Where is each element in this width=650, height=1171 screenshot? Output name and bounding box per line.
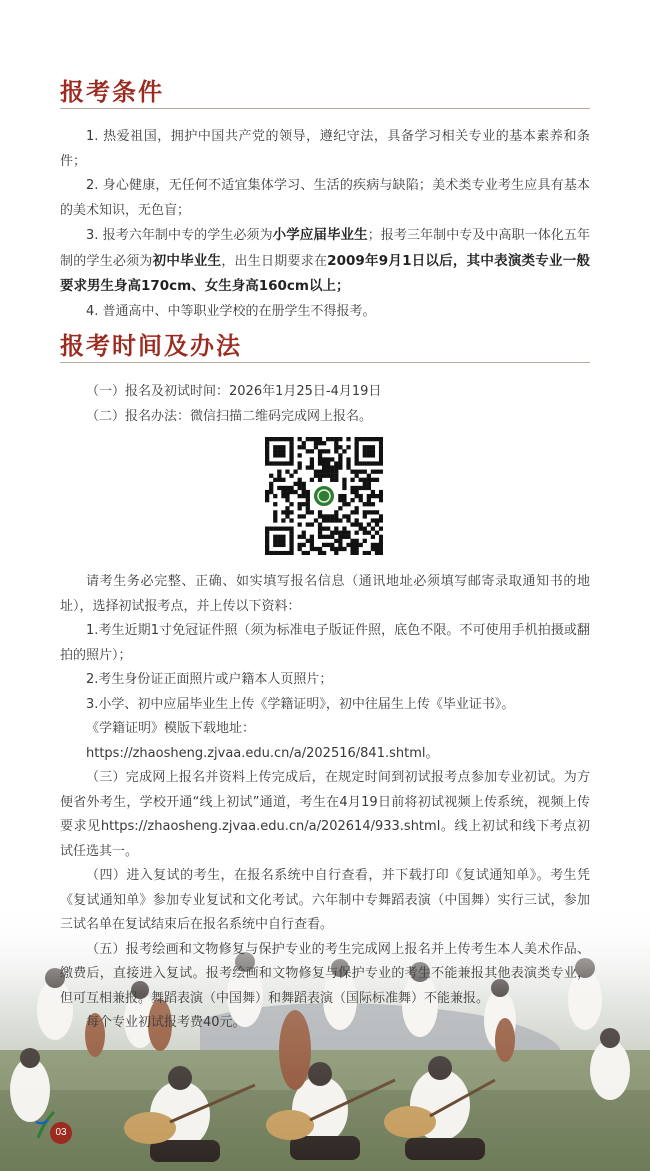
registration-method-line: （二）报名办法：微信扫描二维码完成网上报名。 xyxy=(86,408,373,424)
step-3-paragraph: （三）完成网上报名并资料上传完成后，在规定时间到初试报考点参加专业初试。为方便省外考生，学校开通“线上初试”通道，考生在4月19日前将初试视频上传系统，视频上传要求见https://zhaosheng.zjvaa.edu.cn/a/202614/933.shtml。线上初试和线下考点初试任选其一。 xyxy=(60,770,590,859)
registration-details xyxy=(60,570,590,1036)
requirement-item-3: 3. 报考六年制中专的学生必须为小学应届毕业生；报考三年制中专及中高职一体化五年制的学生必须为初中毕业生，出生日期要求在2009年9月1日以后，其中表演类专业一般要求男生身高170cm、女生身高160cm以上； xyxy=(60,227,590,294)
qr-code[interactable] xyxy=(265,437,383,555)
intro-paragraph: 请考生务必完整、正确、如实填写报名信息（通讯地址必须填写邮寄录取通知书的地址），选择初试报考点，并上传以下资料： xyxy=(60,574,590,614)
section-title-requirements: 报考条件 xyxy=(60,77,164,106)
registration-time xyxy=(60,380,590,429)
material-item: 2.考生身份证正面照片或户籍本人页照片； xyxy=(86,672,333,687)
divider xyxy=(60,362,590,363)
template-label: 《学籍证明》模版下载地址： xyxy=(86,721,256,736)
requirement-item: 1. 热爱祖国，拥护中国共产党的领导，遵纪守法，具备学习相关专业的基本素养和条件； xyxy=(60,129,590,169)
template-url-link[interactable]: https://zhaosheng.zjvaa.edu.cn/a/202516/841.shtml。 xyxy=(86,745,439,761)
fee-line: 每个专业初试报考费40元。 xyxy=(86,1015,246,1030)
qr-center-logo-icon xyxy=(313,485,335,507)
requirements-list xyxy=(60,125,590,324)
material-item: 1.考生近期1寸免冠证件照（须为标准电子版证件照，底色不限。不可使用手机拍摄或翻拍的照片）； xyxy=(60,623,590,663)
requirement-item: 4. 普通高中、中等职业学校的在册学生不得报考。 xyxy=(86,303,376,319)
section-title-methods: 报考时间及办法 xyxy=(60,331,242,360)
divider xyxy=(60,108,590,109)
step-5-paragraph: （五）报考绘画和文物修复与保护专业的考生完成网上报名并上传考生本人美术作品、缴费后，直接进入复试。报考绘画和文物修复与保护专业的考生不能兼报其他表演类专业，但可互相兼报。舞蹈表演（中国舞）和舞蹈表演（国际标准舞）不能兼报。 xyxy=(60,941,590,1006)
page-number: 03 xyxy=(50,1122,72,1144)
qr-code-image xyxy=(265,437,383,555)
material-item: 3.小学、初中应届毕业生上传《学籍证明》，初中往届生上传《毕业证书》。 xyxy=(86,696,515,712)
step-4-paragraph: （四）进入复试的考生，在报名系统中自行查看，并下载打印《复试通知单》。考生凭《复试通知单》参加专业复试和文化考试。六年制中专舞蹈表演（中国舞）实行三试，参加三试名单在复试结束后在报名系统中自行查看。 xyxy=(60,868,590,932)
requirement-item: 2. 身心健康，无任何不适宜集体学习、生活的疾病与缺陷；美术类专业考生应具有基本的美术知识，无色盲； xyxy=(60,178,590,218)
registration-time-line: （一）报名及初试时间：2026年1月25日-4月19日 xyxy=(86,384,382,399)
